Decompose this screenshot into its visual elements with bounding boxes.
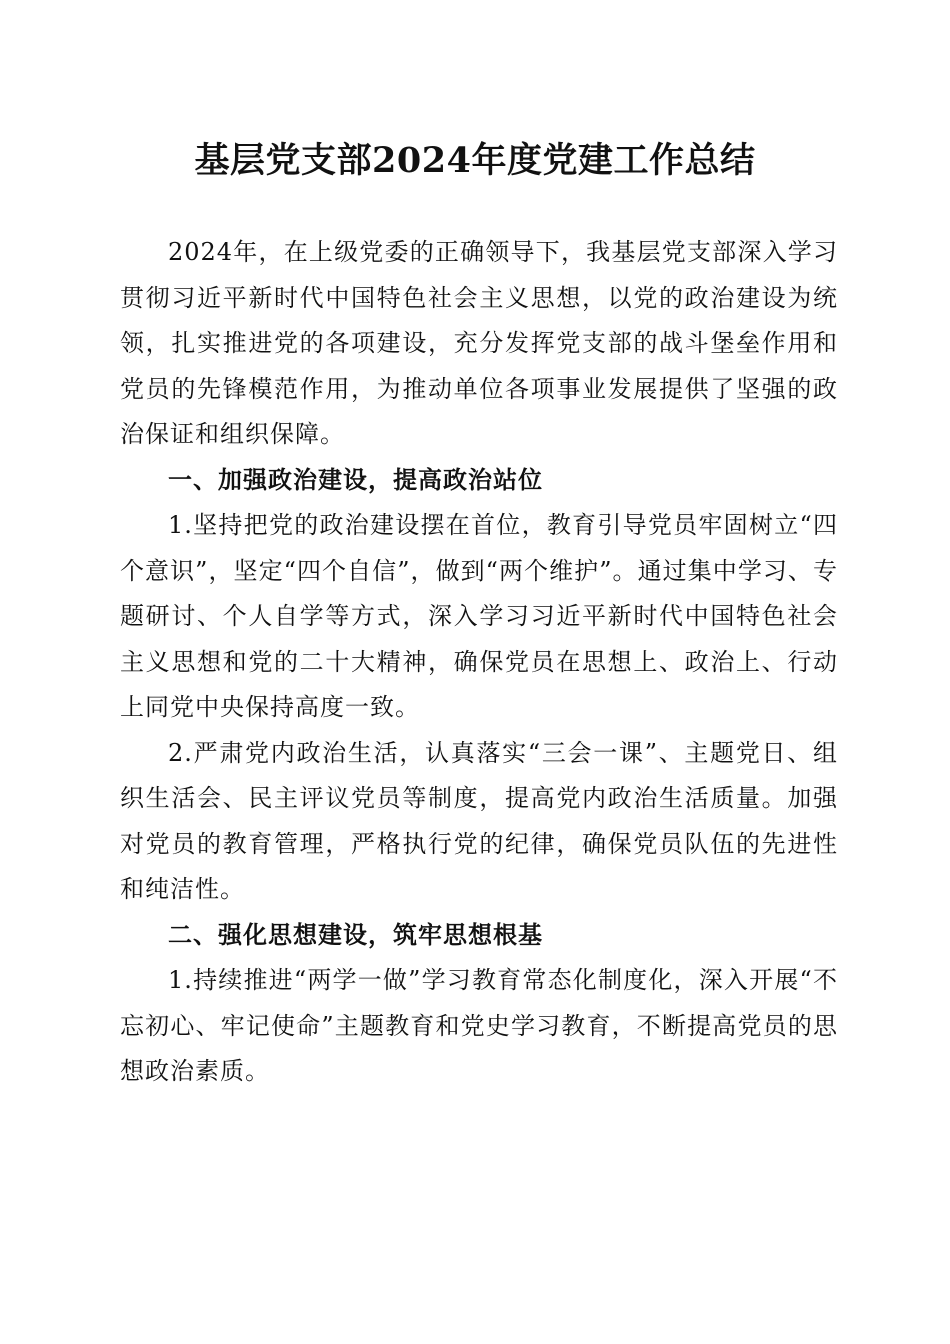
document-body (120, 230, 838, 1095)
intro-paragraph: 2024年，在上级党委的正确领导下，我基层党支部深入学习贯彻习近平新时代中国特色社会主义思想，以党的政治建设为统领，扎实推进党的各项建设，充分发挥党支部的战斗堡垒作用和党员的先锋模范作用，为推动单位各项事业发展提供了坚强的政治保证和组织保障。 (120, 238, 838, 448)
document-title: 基层党支部2024年度党建工作总结 (194, 140, 756, 181)
section-2-item-1: 1.持续推进“两学一做”学习教育常态化制度化，深入开展“不忘初心、牢记使命”主题教育和党史学习教育，不断提高党员的思想政治素质。 (120, 966, 838, 1085)
section-heading-2: 二、强化思想建设，筑牢思想根基 (168, 920, 543, 949)
section-heading-1: 一、加强政治建设，提高政治站位 (168, 465, 543, 494)
section-1-item-1: 1.坚持把党的政治建设摆在首位，教育引导党员牢固树立“四个意识”，坚定“四个自信”，做到“两个维护”。通过集中学习、专题研讨、个人自学等方式，深入学习习近平新时代中国特色社会主义思想和党的二十大精神，确保党员在思想上、政治上、行动上同党中央保持高度一致。 (120, 511, 838, 721)
section-1-item-2: 2.严肃党内政治生活，认真落实“三会一课”、主题党日、组织生活会、民主评议党员等制度，提高党内政治生活质量。加强对党员的教育管理，严格执行党的纪律，确保党员队伍的先进性和纯洁性。 (120, 738, 838, 903)
